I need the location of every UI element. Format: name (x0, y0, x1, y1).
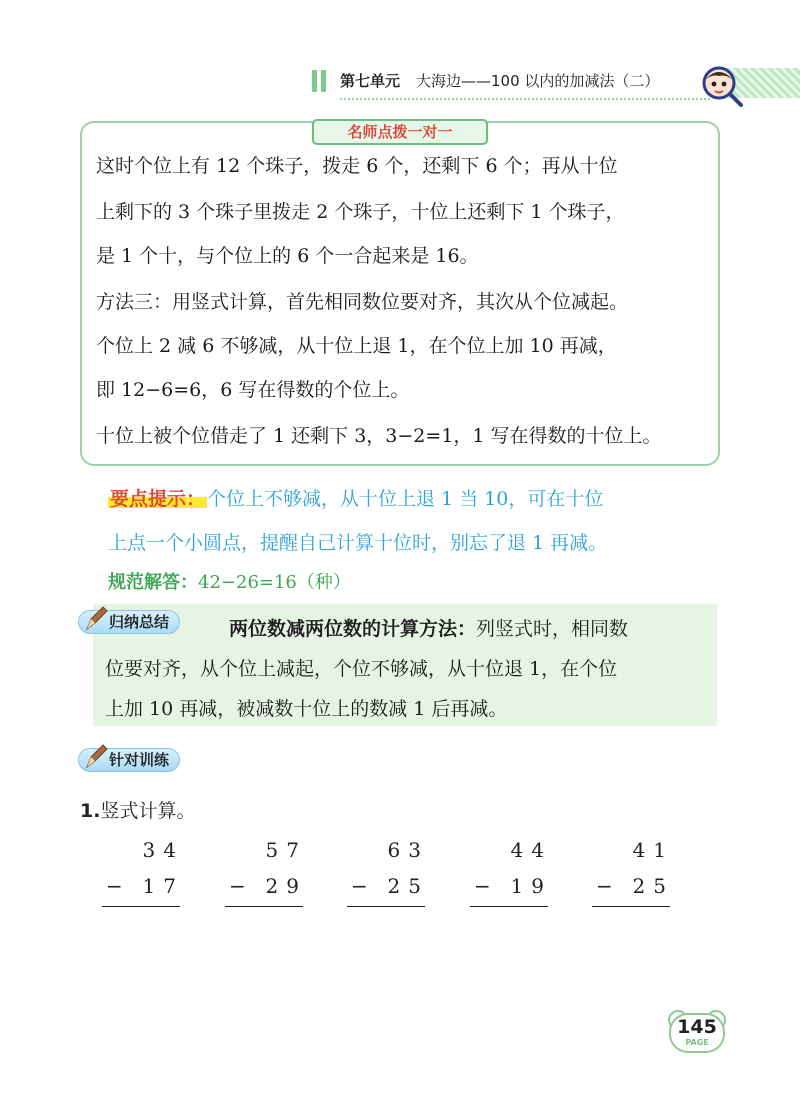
teacher-guide-box (80, 121, 720, 466)
header-title (340, 70, 659, 91)
summary-label-text: 归纳总结 (109, 613, 170, 631)
guide-line-3: 是 1 个十，与个位上的 6 个一合起来是 16。 (96, 245, 479, 267)
page-label: PAGE (685, 1038, 709, 1047)
question-number: 1. (80, 800, 101, 822)
guide-line-1: 这时个位上有 12 个珠子，拨走 6 个，还剩下 6 个；再从十位 (96, 155, 618, 177)
practice-label-text: 针对训练 (109, 751, 170, 769)
summary-line-1-rest: 列竖式时，相同数 (476, 618, 629, 640)
unit-title: 大海边——100 以内的加减法（二） (416, 72, 660, 90)
guide-line-7: 十位上被个位借走了 1 还剩下 3，3−2=1，1 写在得数的十位上。 (96, 425, 662, 447)
answer-line (225, 906, 303, 907)
question-1 (80, 796, 195, 823)
minus-sign: − (106, 874, 123, 898)
summary-box (93, 604, 717, 726)
subtrahend: 19 (510, 874, 552, 898)
summary-line-3: 上加 10 再减，被减数十位上的数减 1 后再减。 (105, 698, 508, 720)
header-divider (340, 98, 710, 100)
subtrahend: 25 (387, 874, 429, 898)
standard-answer-text: 42−26=16（种） (198, 572, 351, 593)
summary-bold: 两位数减两位数的计算方法： (229, 618, 477, 640)
minus-sign: − (474, 874, 491, 898)
answer-line (470, 906, 548, 907)
header-bars-icon (312, 70, 330, 92)
minuend: 57 (265, 838, 307, 862)
guide-line-6: 即 12−6=6，6 写在得数的个位上。 (96, 379, 410, 401)
pencil-icon (83, 743, 109, 771)
standard-answer (108, 568, 351, 594)
guide-line-4: 方法三：用竖式计算，首先相同数位要对齐，其次从个位减起。 (96, 291, 629, 313)
subtrahend: 17 (142, 874, 184, 898)
minuend: 63 (387, 838, 429, 862)
page-header (312, 64, 800, 104)
summary-line-1 (229, 614, 628, 641)
question-text: 竖式计算。 (100, 800, 196, 822)
guide-line-5: 个位上 2 减 6 不够减，从十位上退 1，在个位上加 10 再减， (96, 335, 617, 357)
minuend: 44 (510, 838, 552, 862)
key-tip-line-1 (108, 484, 603, 511)
minus-sign: − (351, 874, 368, 898)
summary-line-2: 位要对齐，从个位上减起，个位不够减，从十位退 1，在个位 (105, 658, 618, 680)
guide-line-2: 上剩下的 3 个珠子里拨走 2 个珠子，十位上还剩下 1 个珠子， (96, 201, 625, 223)
practice-label (78, 748, 180, 772)
minuend: 34 (142, 838, 184, 862)
pencil-icon (83, 605, 109, 633)
minus-sign: − (229, 874, 246, 898)
unit-label: 第七单元 (340, 72, 401, 90)
answer-line (102, 906, 180, 907)
subtrahend: 29 (265, 874, 307, 898)
page-number-badge (666, 1008, 728, 1054)
page-number: 145 (677, 1016, 717, 1038)
key-tip-keyword: 要点提示： (110, 488, 206, 510)
subtrahend: 25 (632, 874, 674, 898)
minuend: 41 (632, 838, 674, 862)
mascot-magnifier-icon (700, 64, 744, 108)
summary-label (78, 610, 180, 634)
key-tip-text-1: 个位上不够减，从十位上退 1 当 10，可在十位 (207, 488, 604, 510)
minus-sign: − (596, 874, 613, 898)
answer-line (592, 906, 670, 907)
answer-line (347, 906, 425, 907)
key-tip-line-2: 上点一个小圆点，提醒自己计算十位时，别忘了退 1 再减。 (108, 532, 608, 554)
teacher-guide-tab: 名师点拨一对一 (312, 119, 488, 145)
standard-answer-keyword: 规范解答： (108, 572, 198, 593)
